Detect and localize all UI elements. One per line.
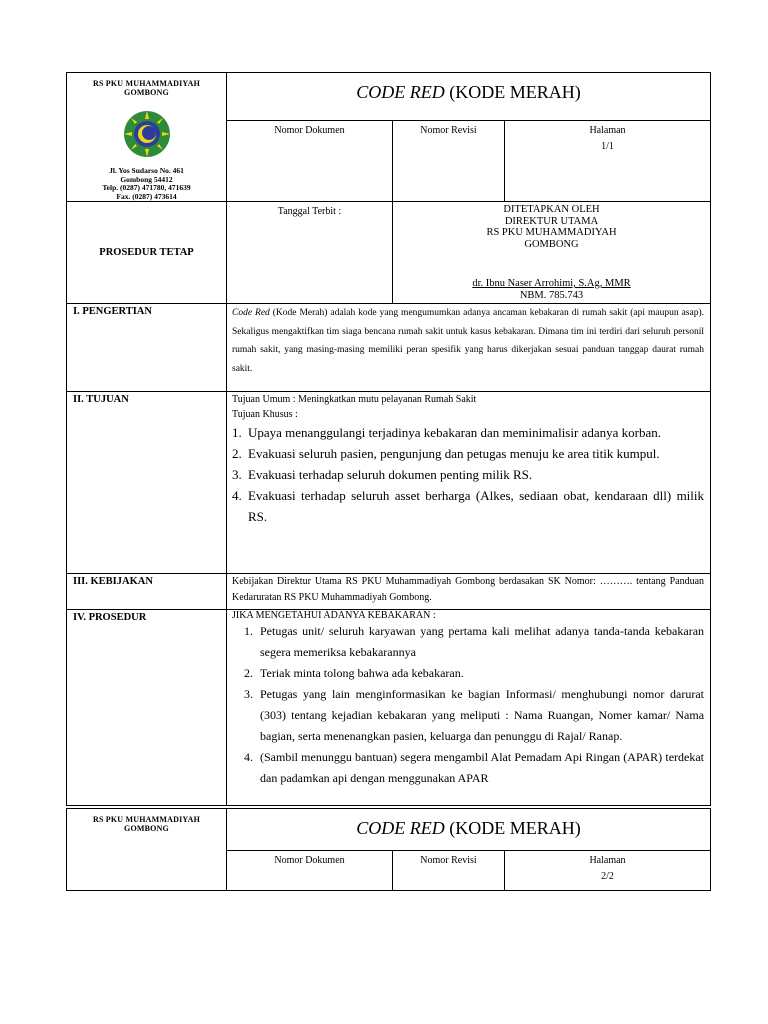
prosedur-intro: JIKA MENGETAHUI ADANYA KEBAKARAN :: [232, 610, 436, 621]
section-tujuan: [227, 392, 711, 574]
hospital-address: Jl. Yos Sudarso No. 461 Gombong 54412 Telp. (0287) 471780, 471639 Fax. (0287) 473614: [102, 166, 191, 201]
hospital-name: RS PKU MUHAMMADIYAH GOMBONG: [92, 79, 201, 97]
section-pengertian: Code Red (Kode Merah) adalah kode yang mengumumkan adanya ancaman kebakaran di rumah sakit (api maupun asap). Sekaligus mengaktifkan tim siaga bencana rumah sakit untuk kasus kebakaran. Dimana tim ini terdiri dari seluruh personil rumah sakit, yang masing-masing memiliki peran spesifik yang harus dikerjakan sesuai panduan tanggap daurat rumah sakit.: [227, 304, 711, 392]
document-table: [66, 72, 711, 806]
tujuan-umum: Tujuan Umum : Meningkatkan mutu pelayanan Rumah Sakit: [232, 394, 477, 405]
approval-block: DITETAPKAN OLEH DIREKTUR UTAMA RS PKU MUHAMMADIYAH GOMBONG dr. Ibnu Naser Arrohimi, S.Ag, MMR NBM. 785.743: [393, 202, 711, 304]
signer-nbm: NBM. 785.743: [519, 289, 584, 301]
list-item: 3. Evakuasi terhadap seluruh dokumen penting milik RS.: [232, 467, 533, 482]
page-title: CODE RED (KODE MERAH): [227, 809, 711, 851]
section-label-prosedur: IV. PROSEDUR: [67, 610, 227, 806]
hospital-info: [67, 73, 227, 202]
list-item: 1. Upaya menanggulangi terjadinya kebakaran dan meminimalisir adanya korban.: [232, 425, 661, 440]
tujuan-khusus: Tujuan Khusus :: [232, 409, 298, 420]
procedure-label: PROSEDUR TETAP: [67, 202, 227, 304]
list-item: 2. Teriak minta tolong bahwa ada kebakaran.: [244, 666, 464, 680]
hospital-info: [67, 809, 227, 891]
page-number-cell: Halaman 2/2: [505, 851, 711, 891]
issue-date-cell: Tanggal Terbit :: [227, 202, 393, 304]
section-label-kebijakan: III. KEBIJAKAN: [67, 574, 227, 610]
revision-number-cell: Nomor Revisi: [393, 120, 505, 201]
list-item: 4. Evakuasi terhadap seluruh asset berharga (Alkes, sediaan obat, kendaraan dll) milik RS.: [232, 488, 705, 524]
list-item: 2. Evakuasi seluruh pasien, pengunjung dan petugas menuju ke area titik kumpul.: [232, 446, 660, 461]
hospital-logo-icon: [122, 109, 172, 159]
document-number-cell: Nomor Dokumen: [227, 851, 393, 891]
hospital-name: RS PKU MUHAMMADIYAH GOMBONG: [92, 815, 201, 833]
page-two-header: [66, 808, 710, 891]
document-table-page-two: [66, 808, 711, 891]
page-number-cell: Halaman 1/1: [505, 120, 711, 201]
section-label-tujuan: II. TUJUAN: [67, 392, 227, 574]
signer-name: dr. Ibnu Naser Arrohimi, S.Ag, MMR: [472, 278, 631, 289]
tujuan-list: [232, 422, 704, 527]
list-item: 3. Petugas yang lain menginformasikan ke bagian Informasi/ menghubungi nomor darurat (303) tentang kejadian kebakaran yang meliputi : Nama Ruangan, Nomer kamar/ Nama bagian, serta menenangkan pasien, keluarga dan penunggu di Rajal/ Ranap.: [244, 687, 705, 743]
page-one: [66, 72, 710, 806]
section-kebijakan: Kebijakan Direktur Utama RS PKU Muhammadiyah Gombong berdasakan SK Nomor: ………. tentang Panduan Kedaruratan RS PKU Muhammadiyah Gombong.: [227, 574, 711, 610]
document-number-cell: Nomor Dokumen: [227, 120, 393, 201]
list-item: 1. Petugas unit/ seluruh karyawan yang pertama kali melihat adanya tanda-tanda kebakaran segera memeriksa kebakarannya: [244, 624, 705, 659]
prosedur-list: [232, 621, 704, 789]
list-item: 4. (Sambil menunggu bantuan) segera mengambil Alat Pemadam Api Ringan (APAR) terdekat dan padamkan api dengan menggunakan APAR: [244, 750, 705, 785]
section-label-pengertian: I. PENGERTIAN: [67, 304, 227, 392]
page-title: CODE RED (KODE MERAH): [227, 73, 711, 121]
section-prosedur: [227, 610, 711, 806]
revision-number-cell: Nomor Revisi: [393, 851, 505, 891]
